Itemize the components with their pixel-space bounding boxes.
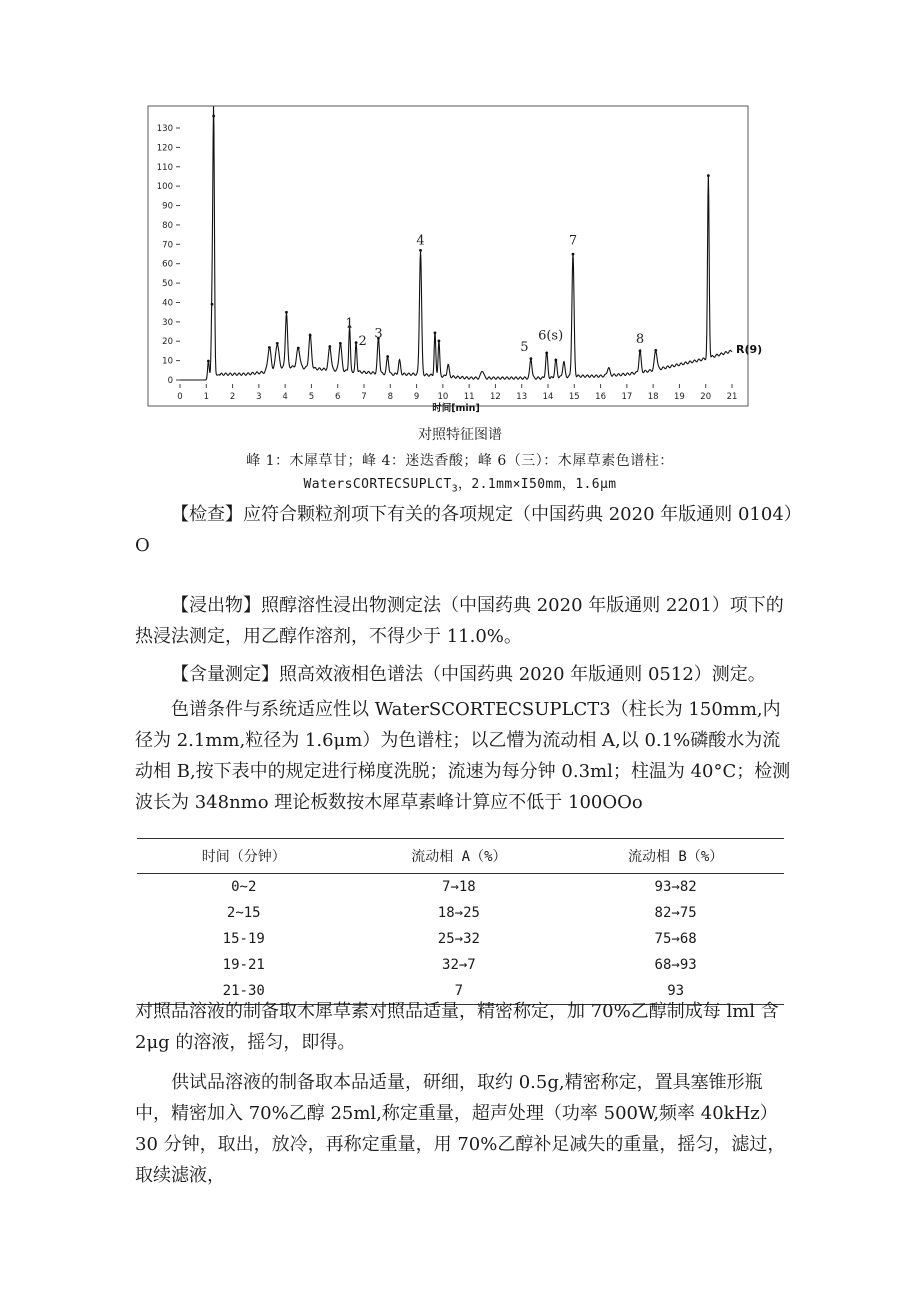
y-tick-label: 70 (162, 240, 173, 251)
cell-a: 32→7 (442, 957, 476, 973)
y-tick-label: 120 (156, 143, 173, 154)
y-tick-label: 30 (162, 317, 173, 328)
peak-label: 2 (358, 334, 367, 350)
peak-apex-dot (707, 174, 710, 177)
y-tick-label: 20 (162, 337, 173, 348)
x-tick-label: 13 (516, 392, 528, 402)
peak-label: 1 (345, 316, 354, 332)
y-tick-label: 90 (162, 201, 173, 212)
cell-time: 2~15 (226, 905, 261, 921)
cell-b: 93 (567, 978, 784, 1005)
table-row (137, 874, 784, 901)
peak-label: 3 (374, 326, 383, 342)
header-time: 时间（分钟） (137, 839, 351, 874)
y-tick-label: 40 (162, 298, 173, 309)
table-row (137, 926, 784, 952)
peak-apex-dot (207, 360, 210, 363)
peak-apex-dot (212, 115, 215, 118)
figure-caption: 对照特征图谱 (418, 427, 502, 443)
section-extract: 【浸出物】照醇溶性浸出物测定法（中国药典 2020 年版通则 2201）项下的热浸法测定，用乙醇作溶剂，不得少于 11.0%。 (135, 595, 784, 647)
peak-apex-dot (276, 342, 279, 345)
x-tick-label: 7 (361, 392, 367, 402)
peak-apex-dot (297, 347, 300, 350)
cell-b: 93→82 (654, 879, 697, 895)
y-tick-label: 10 (162, 356, 173, 367)
x-tick-label: 3 (256, 392, 262, 402)
peak-apex-dot (285, 311, 288, 314)
x-tick-label: 17 (621, 392, 633, 402)
x-tick-label: 15 (568, 392, 580, 402)
peak-label: 8 (635, 332, 645, 348)
peak-apex-dot (654, 349, 657, 352)
section-conditions: 色谱条件与系统适应性以 WaterSCORTECSUPLCT3（柱长为 150mm,内径为 2.1mm,粒径为 1.6μm）为色谱柱；以乙懵为流动相 A,以 0.1%磷酸水为流动相 B,按下表中的规定进行梯度洗脱；流速为每分钟 0.3ml；柱温为 40°C；检测波长为 348nmo 理论板数按木犀草素峰计算应不低于 100OOo (135, 699, 791, 813)
peak-apex-dot (545, 351, 548, 354)
peak-apex-dot (268, 346, 271, 349)
x-tick-label: 8 (387, 392, 393, 402)
cell-a: 18→25 (437, 905, 480, 921)
x-axis-label: 时间[min] (432, 403, 480, 414)
cell-b: 75→68 (654, 931, 697, 947)
peak-apex-dot (339, 342, 342, 345)
peak-apex-dot (211, 303, 214, 306)
cell-a: 7 (351, 978, 568, 1005)
chromatogram-chart (140, 98, 778, 426)
x-tick-label: 5 (308, 392, 315, 402)
cell-time: 0~2 (231, 879, 257, 895)
gradient-table (137, 838, 784, 1005)
header-phase-b: 流动相 B（%） (567, 839, 784, 874)
x-tick-label: 11 (463, 392, 475, 402)
peak-label: 6(s) (538, 328, 564, 344)
x-tick-label: 10 (437, 392, 449, 402)
x-tick-label: 21 (726, 392, 738, 402)
table-row (137, 900, 784, 926)
peak-apex-dot (554, 359, 557, 362)
peak-apex-dot (386, 355, 389, 358)
y-tick-label: 60 (162, 259, 173, 270)
y-tick-label: 100 (156, 182, 173, 193)
column-spec-suffix: ，2.1mm×I50mm，1.6μm (458, 477, 617, 492)
cell-time: 15-19 (222, 931, 265, 947)
column-spec-prefix: WatersCORTECSUPLCT (303, 477, 452, 492)
series-label: R(9) (736, 342, 763, 356)
peak-label: 5 (520, 339, 529, 355)
x-tick-label: 14 (542, 392, 554, 402)
peak-apex-dot (572, 253, 575, 256)
cell-b: 82→75 (654, 905, 697, 921)
section-sample: 供试品溶液的制备取本品适量，研细，取约 0.5g,精密称定，置具塞锥形瓶中，精密加入 70%乙醇 25ml,称定重量，超声处理（功率 500W,频率 40kHz）30 分钟，取出，放冷，再称定重量，用 70%乙醇补足减失的重量，摇匀，滤过，取续滤液， (135, 1072, 786, 1186)
x-tick-label: 19 (674, 392, 685, 402)
table-row (137, 952, 784, 978)
section-reference: 对照品溶液的制备取木犀草素对照品适量，精密称定，加 70%乙醇制成每 lml 含 2μg 的溶液，摇匀，即得。 (135, 1001, 779, 1053)
y-tick-label: 130 (156, 124, 173, 134)
column-spec-sub: 3 (451, 483, 459, 495)
peak-label: 7 (568, 233, 578, 249)
peak-apex-dot (355, 341, 358, 344)
x-tick-label: 0 (177, 392, 183, 402)
peak-apex-dot (530, 357, 533, 360)
y-tick-label: 50 (162, 279, 173, 290)
y-tick-label: 80 (162, 220, 173, 231)
peak-label: 4 (416, 233, 425, 249)
cell-time: 19-21 (222, 957, 265, 973)
peak-apex-dot (309, 334, 312, 337)
header-phase-a: 流动相 A（%） (351, 839, 568, 874)
section-assay: 【含量测定】照高效液相色谱法（中国药典 2020 年版通则 0512）测定。 (171, 664, 766, 685)
x-tick-label: 12 (490, 392, 501, 402)
peak-apex-dot (434, 331, 437, 334)
x-tick-label: 1 (203, 392, 209, 402)
y-tick-label: 0 (167, 376, 173, 386)
x-tick-label: 2 (229, 392, 236, 402)
peak-apex-dot (328, 345, 331, 348)
peak-apex-dot (419, 249, 422, 252)
table-header-row (137, 839, 784, 874)
cell-b: 68→93 (654, 957, 697, 973)
chromatogram-trace (180, 106, 732, 380)
peak-apex-dot (438, 340, 441, 343)
cell-a: 7→18 (442, 879, 476, 895)
x-tick-label: 9 (413, 392, 420, 402)
x-tick-label: 20 (700, 392, 712, 402)
section-check: 【检查】应符合颗粒剂项下有关的各项规定（中国药典 2020 年版通则 0104）O (135, 504, 793, 556)
peak-apex-dot (639, 350, 642, 353)
cell-a: 25→32 (437, 931, 480, 947)
x-tick-label: 18 (647, 392, 659, 402)
cell-time: 21-30 (137, 978, 351, 1005)
y-tick-label: 110 (156, 162, 173, 173)
column-spec-line (0, 473, 920, 495)
x-tick-label: 16 (595, 392, 606, 402)
x-tick-label: 4 (282, 392, 288, 402)
x-tick-label: 6 (335, 392, 341, 402)
figure-legend-line: 峰 1：木犀草甘；峰 4：迷迭香酸；峰 6（三）：木犀草素色谱柱： (246, 453, 674, 469)
chromatogram-svg (140, 98, 778, 426)
